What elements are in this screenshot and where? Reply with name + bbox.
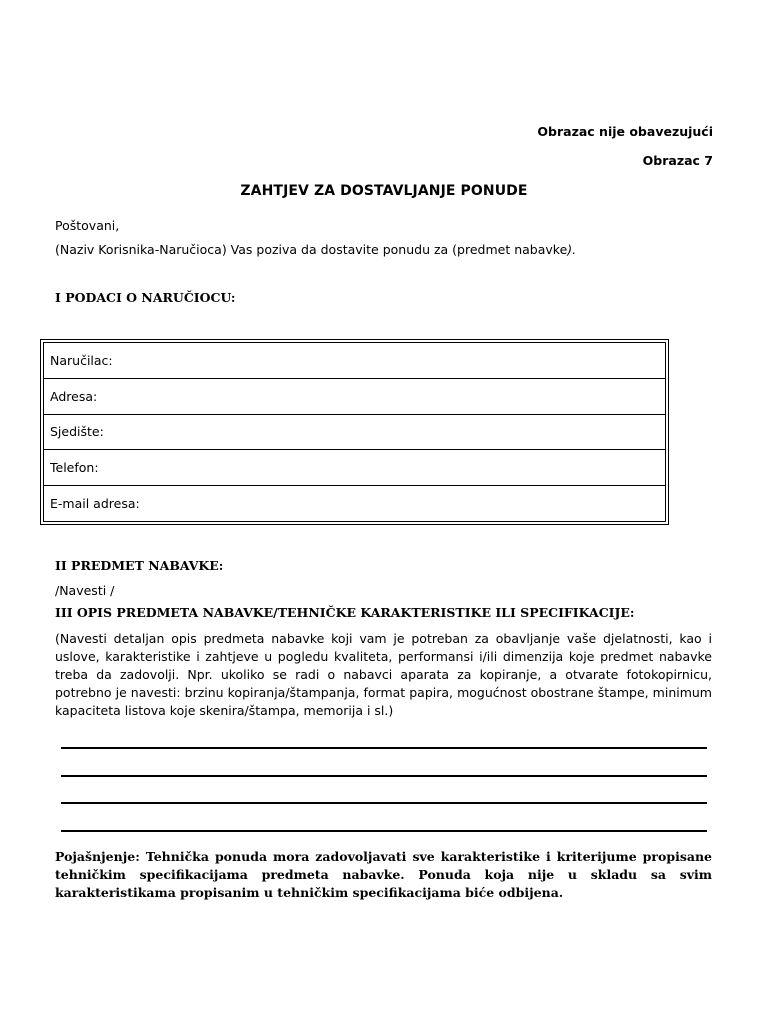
clarification-text: Tehnička ponuda mora zadovoljavati sve karakteristike i kriterijume propisane tehničkim specifikacijama predmeta nabavke. Ponuda koja nije u skladu sa svim karakteristikama propisanim u tehničkim specifikacijama biće odbijena.	[55, 849, 712, 900]
client-row-adresa[interactable]	[44, 379, 665, 415]
optional-form-note: Obrazac nije obavezujući	[537, 124, 713, 139]
clarification-note	[55, 848, 712, 902]
client-row-label: E-mail adresa:	[50, 496, 140, 512]
section-3-heading: III OPIS PREDMETA NABAVKE/TEHNIČKE KARAKTERISTIKE ILI SPECIFIKACIJE:	[55, 605, 635, 620]
client-row-telefon[interactable]	[44, 450, 665, 486]
document-title: ZAHTJEV ZA DOSTAVLJANJE PONUDE	[240, 183, 528, 199]
section-2-heading: II PREDMET NABAVKE:	[55, 558, 224, 573]
section-2-placeholder: /Navesti /	[55, 583, 115, 598]
section-3-description: (Navesti detaljan opis predmeta nabavke koji vam je potreban za obavljanje vaše djelatnosti, kao i uslove, karakteristike i zahtjeve u pogledu kvaliteta, performansi i/ili dimenzija koje predmet nabavke treba da zadovolji. Npr. ukoliko se radi o nabavci aparata za kopiranje, a otvarate fotokopirnicu, potrebno je navesti: brzinu kopiranja/štampanja, format papira, mogućnost obostrane štampe, minimum kapaciteta listova koje skenira/štampa, memorija i sl.)	[55, 631, 712, 718]
form-number: Obrazac 7	[642, 153, 713, 168]
answer-line-4[interactable]	[61, 830, 707, 832]
client-row-label: Sjedište:	[50, 424, 104, 440]
intro-main-text: (Naziv Korisnika-Naručioca) Vas poziva da dostavite ponudu za (predmet nabavke	[55, 242, 568, 257]
client-info-table	[40, 339, 669, 525]
greeting: Poštovani,	[55, 218, 120, 233]
client-info-table-inner	[43, 342, 666, 522]
section-1-heading: I PODACI O NARUČIOCU:	[55, 290, 236, 305]
client-row-email[interactable]	[44, 486, 665, 521]
answer-line-2[interactable]	[61, 775, 707, 777]
clarification-label: Pojašnjenje:	[55, 849, 140, 864]
intro-end-text: ).	[567, 242, 577, 257]
client-row-sjediste[interactable]	[44, 415, 665, 451]
client-row-label: Telefon:	[50, 460, 99, 476]
intro-paragraph	[55, 241, 576, 259]
client-row-label: Adresa:	[50, 388, 98, 404]
client-row-label: Naručilac:	[50, 352, 113, 368]
client-row-narucilac[interactable]	[44, 343, 665, 379]
answer-line-1[interactable]	[61, 747, 707, 749]
answer-line-3[interactable]	[61, 802, 707, 804]
